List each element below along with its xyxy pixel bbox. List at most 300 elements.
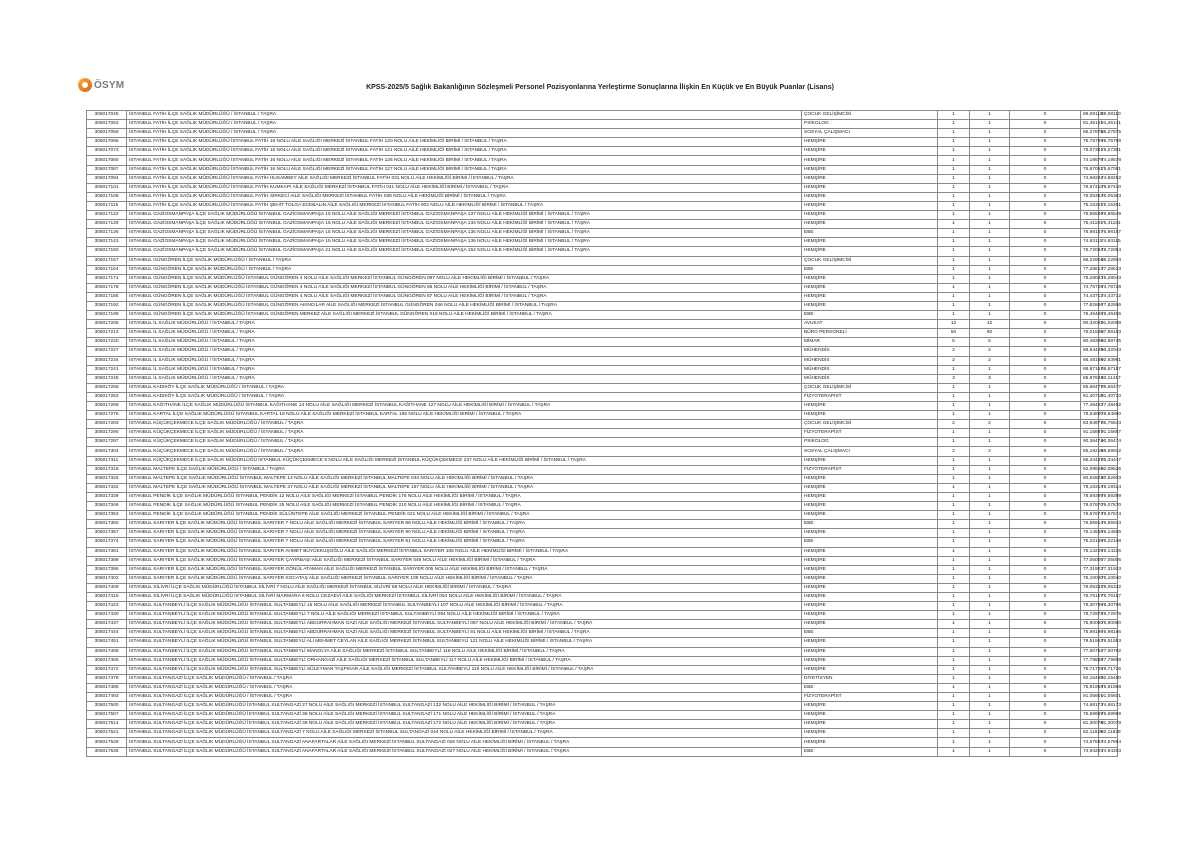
min-score-cell: 77,82886 [1081,301,1099,310]
min-score-cell: 75,67051 [1081,165,1099,174]
placed-cell: 1 [970,129,1010,138]
max-score-cell: 81,30078 [1099,720,1118,729]
title-cell: HEMŞİRE [802,402,938,411]
institution-cell: İSTANBUL SULTANGAZİ İLÇE SAĞLIK MÜDÜRLÜĞÜ İSTANBUL SULTANGAZİ 7 NOLU AİLE SAĞLIĞI MERKEZİ İSTANBUL SULTANGAZİ 044 NOLU AİLE HEKİMLİĞİ BİRİMİ / İSTANBUL / TAŞRA [127,729,802,738]
min-score-cell: 75,07381 [1081,147,1099,156]
placed-cell: 1 [970,238,1010,247]
quota-cell: 1 [938,411,970,420]
table-row [87,638,1118,647]
placed-cell: 1 [970,311,1010,320]
title-cell: HEMŞİRE [802,238,938,247]
vacant-cell: 0 [1010,693,1081,702]
vacant-cell: 0 [1010,720,1081,729]
institution-cell: İSTANBUL SARIYER İLÇE SAĞLIK MÜDÜRLÜĞÜ İSTANBUL SARIYER AHMET BÜYÜKKUŞOĞLU AİLE SAĞLIĞI MERKEZİ İSTANBUL SARIYER 105 NOLU AİLE HEKİMLİĞİ BİRİMİ / İSTANBUL / TAŞRA [127,547,802,556]
max-score-cell: 77,00792 [1099,647,1118,656]
vacant-cell: 0 [1010,301,1081,310]
position-code-cell: 305017311 [87,456,127,465]
max-score-cell: 76,22168 [1099,538,1118,547]
institution-cell: İSTANBUL SULTANGAZİ İLÇE SAĞLIK MÜDÜRLÜĞÜ İSTANBUL SULTANGAZİ 27 NOLU AİLE SAĞLIĞI MERKEZİ İSTANBUL SULTANGAZİ 132 NOLU AİLE HEKİMLİĞİ BİRİMİ / İSTANBUL / TAŞRA [127,702,802,711]
table-row [87,274,1118,283]
position-code-cell: 305017535 [87,747,127,756]
position-code-cell: 305017507 [87,711,127,720]
placed-cell: 1 [970,574,1010,583]
table-row [87,674,1118,683]
institution-cell: İSTANBUL KÜÇÜKÇEKMECE İLÇE SAĞLIK MÜDÜRLÜĞÜ İSTANBUL KÜÇÜKÇEKMECE 9 NOLU AİLE SAĞLIĞI MERKEZİ İSTANBUL KÜÇÜKÇEKMECE 237 NOLU AİLE HEKİMLİĞİ BİRİMİ / İSTANBUL / TAŞRA [127,456,802,465]
placed-cell: 1 [970,674,1010,683]
max-score-cell: 78,05332 [1099,583,1118,592]
min-score-cell: 78,05332 [1081,583,1099,592]
max-score-cell: 75,90050 [1099,620,1118,629]
vacant-cell: 0 [1010,511,1081,520]
institution-cell: İSTANBUL MALTEPE İLÇE SAĞLIK MÜDÜRLÜĞÜ / İSTANBUL / TAŞRA [127,465,802,474]
vacant-cell: 0 [1010,656,1081,665]
title-cell: FİZYOTERAPİST [802,465,938,474]
position-code-cell: 305017101 [87,183,127,192]
title-cell: AVUKAT [802,320,938,329]
vacant-cell: 0 [1010,402,1081,411]
placed-cell: 1 [970,201,1010,210]
title-cell: HEMŞİRE [802,283,938,292]
placed-cell: 1 [970,483,1010,492]
title-cell: FİZYOTERAPİST [802,429,938,438]
position-code-cell: 305017437 [87,620,127,629]
min-score-cell: 90,36474 [1081,438,1099,447]
quota-cell: 1 [938,474,970,483]
results-table [86,110,1122,757]
min-score-cell: 75,10040 [1081,574,1099,583]
title-cell: HEMŞİRE [802,183,938,192]
title-cell: ÇOCUK GELİŞİMCİSİ [802,383,938,392]
title-cell: HEMŞİRE [802,720,938,729]
vacant-cell: 0 [1010,592,1081,601]
quota-cell: 1 [938,620,970,629]
table-row [87,611,1118,620]
institution-cell: İSTANBUL GAZİOSMANPAŞA İLÇE SAĞLIK MÜDÜRLÜĞÜ İSTANBUL GAZİOSMANPAŞA 15 NOLU AİLE SAĞLIĞI MERKEZİ İSTANBUL GAZİOSMANPAŞA 137 NOLU AİLE HEKİMLİĞİ BİRİMİ / İSTANBUL / TAŞRA [127,211,802,220]
institution-cell: İSTANBUL SİLİVRİ İLÇE SAĞLIK MÜDÜRLÜĞÜ İSTANBUL SİLİVRİ MARMARA 6 NOLU CEZAEVİ AİLE SAĞLIĞI MERKEZİ İSTANBUL SİLİVRİ 064 NOLU AİLE HEKİMLİĞİ BİRİMİ / İSTANBUL / TAŞRA [127,592,802,601]
quota-cell: 1 [938,256,970,265]
institution-cell: İSTANBUL MALTEPE İLÇE SAĞLIK MÜDÜRLÜĞÜ İSTANBUL MALTEPE 37 NOLU AİLE SAĞLIĞI MERKEZİ İSTANBUL MALTEPE 157 NOLU AİLE HEKİMLİĞİ BİRİMİ / İSTANBUL / TAŞRA [127,483,802,492]
max-score-cell: 75,98196 [1099,629,1118,638]
position-code-cell: 305017066 [87,138,127,147]
position-code-cell: 305017206 [87,320,127,329]
institution-cell: İSTANBUL İL SAĞLIK MÜDÜRLÜĞÜ / İSTANBUL / TAŞRA [127,320,802,329]
position-code-cell: 305017283 [87,420,127,429]
max-score-cell: 75,69989 [1099,711,1118,720]
quota-cell: 1 [938,438,970,447]
quota-cell: 1 [938,129,970,138]
min-score-cell: 74,57694 [1081,738,1099,747]
position-code-cell: 305017388 [87,556,127,565]
placed-cell: 1 [970,592,1010,601]
min-score-cell: 78,69399 [1081,492,1099,501]
vacant-cell: 0 [1010,520,1081,529]
min-score-cell: 78,19314 [1081,483,1099,492]
title-cell: HEMŞİRE [802,456,938,465]
max-score-cell: 92,15450 [1099,674,1118,683]
institution-cell: İSTANBUL SULTANGAZİ İLÇE SAĞLIK MÜDÜRLÜĞÜ / İSTANBUL / TAŞRA [127,674,802,683]
max-score-cell: 80,52603 [1099,474,1118,483]
position-code-cell: 305017318 [87,465,127,474]
title-cell: HEMŞİRE [802,147,938,156]
placed-cell: 1 [970,502,1010,511]
logo-text: ÖSYM [94,79,125,91]
institution-cell: İSTANBUL FATİH İLÇE SAĞLIK MÜDÜRLÜĞÜ İSTANBUL FATİH 16 NOLU AİLE SAĞLIĞI MERKEZİ İSTANBUL FATİH 126 NOLU AİLE HEKİMLİĞİ BİRİMİ / İSTANBUL / TAŞRA [127,156,802,165]
placed-cell: 1 [970,638,1010,647]
max-score-cell: 74,76728 [1099,283,1118,292]
position-code-cell: 305017276 [87,411,127,420]
quota-cell: 1 [938,693,970,702]
quota-cell: 1 [938,611,970,620]
max-score-cell: 85,34447 [1099,456,1118,465]
vacant-cell: 0 [1010,411,1081,420]
min-score-cell: 85,19216 [1081,447,1099,456]
vacant-cell: 0 [1010,292,1081,301]
min-score-cell: 74,68173 [1081,702,1099,711]
max-score-cell: 92,11417 [1099,374,1118,383]
title-cell: HEMŞİRE [802,665,938,674]
quota-cell: 1 [938,502,970,511]
table-row [87,301,1118,310]
quota-cell: 1 [938,656,970,665]
quota-cell: 1 [938,711,970,720]
vacant-cell: 0 [1010,447,1081,456]
title-cell: HEMŞİRE [802,492,938,501]
quota-cell: 1 [938,201,970,210]
institution-cell: İSTANBUL KARTAL İLÇE SAĞLIK MÜDÜRLÜĞÜ İSTANBUL KARTAL 18 NOLU AİLE SAĞLIĞI MERKEZİ İSTANBUL KARTAL 165 NOLU AİLE HEKİMLİĞİ BİRİMİ / İSTANBUL / TAŞRA [127,411,802,420]
quota-cell: 1 [938,702,970,711]
placed-cell: 1 [970,729,1010,738]
institution-cell: İSTANBUL KADIKÖY İLÇE SAĞLIK MÜDÜRLÜĞÜ / İSTANBUL / TAŞRA [127,392,802,401]
table-row [87,565,1118,574]
placed-cell: 1 [970,192,1010,201]
min-score-cell: 81,30078 [1081,720,1099,729]
max-score-cell: 77,79888 [1099,656,1118,665]
vacant-cell: 0 [1010,456,1081,465]
title-cell: EBE [802,629,938,638]
max-score-cell: 75,81958 [1099,683,1118,692]
vacant-cell: 0 [1010,429,1081,438]
vacant-cell: 0 [1010,383,1081,392]
quota-cell: 1 [938,183,970,192]
table-row [87,702,1118,711]
position-code-cell: 305017367 [87,529,127,538]
position-code-cell: 305017346 [87,502,127,511]
min-score-cell: 85,34447 [1081,456,1099,465]
title-cell: HEMŞİRE [802,565,938,574]
vacant-cell: 0 [1010,247,1081,256]
table-row [87,538,1118,547]
institution-cell: İSTANBUL GÜNGÖREN İLÇE SAĞLIK MÜDÜRLÜĞÜ İSTANBUL GÜNGÖREN 4 NOLU AİLE SAĞLIĞI MERKEZİ İSTANBUL GÜNGÖREN 87 NOLU AİLE HEKİMLİĞİ BİRİMİ / İSTANBUL / TAŞRA [127,292,802,301]
position-code-cell: 305017451 [87,638,127,647]
institution-cell: İSTANBUL FATİH İLÇE SAĞLIK MÜDÜRLÜĞÜ İSTANBUL FATİH KUMKAPI AİLE SAĞLIĞI MERKEZİ İSTANBUL FATİH 041 NOLU AİLE HEKİMLİĞİ BİRİMİ / İSTANBUL / TAŞRA [127,183,802,192]
max-score-cell: 74,68173 [1099,702,1118,711]
max-score-cell: 91,45141 [1099,120,1118,129]
position-code-cell: 305017395 [87,565,127,574]
title-cell: EBE [802,538,938,547]
vacant-cell: 0 [1010,211,1081,220]
max-score-cell: 74,94203 [1099,747,1118,756]
position-code-cell: 305017199 [87,311,127,320]
table-row [87,447,1118,456]
placed-cell: 1 [970,747,1010,756]
quota-cell: 1 [938,583,970,592]
position-code-cell: 305017514 [87,720,127,729]
placed-cell: 1 [970,474,1010,483]
max-score-cell: 74,43712 [1099,292,1118,301]
placed-cell: 1 [970,365,1010,374]
position-code-cell: 305017353 [87,511,127,520]
table-row [87,347,1118,356]
table-row [87,620,1118,629]
min-score-cell: 76,05363 [1081,192,1099,201]
placed-cell: 1 [970,111,1010,120]
title-cell: HEMŞİRE [802,647,938,656]
min-score-cell: 76,01520 [1081,329,1099,338]
quota-cell: 1 [938,565,970,574]
quota-cell: 5 [938,338,970,347]
min-score-cell: 79,07670 [1081,502,1099,511]
placed-cell: 1 [970,711,1010,720]
max-score-cell: 76,14556 [1099,529,1118,538]
table-row [87,220,1118,229]
table-row [87,583,1118,592]
position-code-cell: 305017472 [87,665,127,674]
vacant-cell: 0 [1010,420,1081,429]
institution-cell: İSTANBUL FATİH İLÇE SAĞLIK MÜDÜRLÜĞÜ / İSTANBUL / TAŞRA [127,111,802,120]
title-cell: HEMŞİRE [802,220,938,229]
max-score-cell: 75,15351 [1099,201,1118,210]
title-cell: FİZYOTERAPİST [802,392,938,401]
table-row [87,720,1118,729]
max-score-cell: 86,22804 [1099,256,1118,265]
max-score-cell: 91,40710 [1099,392,1118,401]
vacant-cell: 0 [1010,538,1081,547]
min-score-cell: 85,87633 [1081,374,1099,383]
table-row [87,511,1118,520]
table-row [87,229,1118,238]
table-row [87,483,1118,492]
title-cell: HEMŞİRE [802,592,938,601]
vacant-cell: 0 [1010,138,1081,147]
placed-cell: 1 [970,492,1010,501]
position-code-cell: 305017248 [87,374,127,383]
placed-cell: 5 [970,338,1010,347]
vacant-cell: 0 [1010,347,1081,356]
page-title: KPSS-2025/5 Sağlık Bakanlığının Sözleşmeli Personel Pozisyonlarına Yerleştirme Sonuçlarına İlişkin En Küçük ve En Büyük Puanlar (Lisans) [366,84,834,91]
vacant-cell: 0 [1010,729,1081,738]
min-score-cell: 77,05006 [1081,556,1099,565]
title-cell: HEMŞİRE [802,729,938,738]
position-code-cell: 305017423 [87,602,127,611]
min-score-cell: 75,69989 [1081,711,1099,720]
max-score-cell: 92,09526 [1099,465,1118,474]
institution-cell: İSTANBUL SULTANBEYLİ İLÇE SAĞLIK MÜDÜRLÜĞÜ İSTANBUL SULTANBEYLİ ALİ MEHMET CEYLAN AİLE SAĞLIĞI MERKEZİ İSTANBUL SULTANBEYLİ 121 NOLU AİLE HEKİMLİĞİ BİRİMİ / İSTANBUL / TAŞRA [127,638,802,647]
max-score-cell: 77,31923 [1099,565,1118,574]
title-cell: ÇOCUK GELİŞİMCİSİ [802,111,938,120]
position-code-cell: 305017192 [87,301,127,310]
vacant-cell: 0 [1010,583,1081,592]
quota-cell: 1 [938,538,970,547]
table-row [87,738,1118,747]
vacant-cell: 0 [1010,392,1081,401]
placed-cell: 1 [970,583,1010,592]
institution-cell: İSTANBUL İL SAĞLIK MÜDÜRLÜĞÜ / İSTANBUL / TAŞRA [127,338,802,347]
title-cell: EBE [802,311,938,320]
min-score-cell: 75,28043 [1081,274,1099,283]
table-row [87,520,1118,529]
quota-cell: 1 [938,592,970,601]
title-cell: HEMŞİRE [802,301,938,310]
max-score-cell: 75,28043 [1099,274,1118,283]
table-row [87,592,1118,601]
title-cell: ÇOCUK GELİŞİMCİSİ [802,256,938,265]
placed-cell: 1 [970,547,1010,556]
placed-cell: 2 [970,347,1010,356]
institution-cell: İSTANBUL GÜNGÖREN İLÇE SAĞLIK MÜDÜRLÜĞÜ İSTANBUL GÜNGÖREN 4 NOLU AİLE SAĞLIĞI MERKEZİ İSTANBUL GÜNGÖREN 86 NOLU AİLE HEKİMLİĞİ BİRİMİ / İSTANBUL / TAŞRA [127,283,802,292]
title-cell: EBE [802,229,938,238]
max-score-cell: 78,69399 [1099,492,1118,501]
table-row [87,465,1118,474]
vacant-cell: 0 [1010,747,1081,756]
max-score-cell: 77,48492 [1099,402,1118,411]
min-score-cell: 83,94877 [1081,420,1099,429]
title-cell: HEMŞİRE [802,138,938,147]
position-code-cell: 305017164 [87,265,127,274]
max-score-cell: 78,54890 [1099,411,1118,420]
vacant-cell: 0 [1010,602,1081,611]
quota-cell: 1 [938,529,970,538]
placed-cell: 1 [970,565,1010,574]
title-cell: MÜHENDİS [802,374,938,383]
institution-cell: İSTANBUL GÜNGÖREN İLÇE SAĞLIK MÜDÜRLÜĞÜ / İSTANBUL / TAŞRA [127,265,802,274]
institution-cell: İSTANBUL SARIYER İLÇE SAĞLIK MÜDÜRLÜĞÜ İSTANBUL SARIYER GÖNÜL ATAMAN AİLE SAĞLIĞI MERKEZİ İSTANBUL SARIYER 005 NOLU AİLE HEKİMLİĞİ BİRİMİ / İSTANBUL / TAŞRA [127,565,802,574]
table-row [87,420,1118,429]
max-score-cell: 76,71726 [1099,665,1118,674]
position-code-cell: 305017150 [87,247,127,256]
position-code-cell: 305017122 [87,211,127,220]
institution-cell: İSTANBUL KÜÇÜKÇEKMECE İLÇE SAĞLIK MÜDÜRLÜĞÜ / İSTANBUL / TAŞRA [127,429,802,438]
position-code-cell: 305017325 [87,474,127,483]
title-cell: HEMŞİRE [802,547,938,556]
quota-cell: 50 [938,329,970,338]
quota-cell: 2 [938,447,970,456]
title-cell: HEMŞİRE [802,511,938,520]
quota-cell: 1 [938,574,970,583]
title-cell: HEMŞİRE [802,274,938,283]
quota-cell: 1 [938,456,970,465]
quota-cell: 1 [938,483,970,492]
max-score-cell: 85,59912 [1099,447,1118,456]
table-row [87,147,1118,156]
placed-cell: 1 [970,438,1010,447]
title-cell: HEMŞİRE [802,292,938,301]
max-score-cell: 90,32043 [1099,347,1118,356]
title-cell: HEMŞİRE [802,156,938,165]
vacant-cell: 0 [1010,192,1081,201]
institution-cell: İSTANBUL SULTANGAZİ İLÇE SAĞLIK MÜDÜRLÜĞÜ / İSTANBUL / TAŞRA [127,693,802,702]
institution-cell: İSTANBUL GÜNGÖREN İLÇE SAĞLIK MÜDÜRLÜĞÜ İSTANBUL GÜNGÖREN AKINCILAR AİLE SAĞLIĞI MERKEZİ İSTANBUL GÜNGÖREN 046 NOLU AİLE HEKİMLİĞİ BİRİMİ / İSTANBUL / TAŞRA [127,301,802,310]
min-score-cell: 75,98196 [1081,629,1099,638]
institution-cell: İSTANBUL KÜÇÜKÇEKMECE İLÇE SAĞLIK MÜDÜRLÜĞÜ / İSTANBUL / TAŞRA [127,438,802,447]
institution-cell: İSTANBUL FATİH İLÇE SAĞLIK MÜDÜRLÜĞÜ İSTANBUL FATİH 16 NOLU AİLE SAĞLIĞI MERKEZİ İSTANBUL FATİH 121 NOLU AİLE HEKİMLİĞİ BİRİMİ / İSTANBUL / TAŞRA [127,147,802,156]
quota-cell: 1 [938,738,970,747]
title-cell: HEMŞİRE [802,529,938,538]
title-cell: HEMŞİRE [802,638,938,647]
table-row [87,647,1118,656]
position-code-cell: 305017416 [87,592,127,601]
vacant-cell: 0 [1010,565,1081,574]
vacant-cell: 0 [1010,338,1081,347]
placed-cell: 1 [970,429,1010,438]
quota-cell: 1 [938,547,970,556]
max-score-cell: 85,27875 [1099,129,1118,138]
quota-cell: 1 [938,211,970,220]
institution-cell: İSTANBUL FATİH İLÇE SAĞLIK MÜDÜRLÜĞÜ İSTANBUL FATİH ŞEHİT TOLGA ECEBALIN AİLE SAĞLIĞI MERKEZİ İSTANBUL FATİH 002 NOLU AİLE HEKİMLİĞİ BİRİMİ / İSTANBUL / TAŞRA [127,201,802,210]
max-score-cell: 76,05363 [1099,192,1118,201]
position-code-cell: 305017234 [87,356,127,365]
vacant-cell: 0 [1010,229,1081,238]
institution-cell: İSTANBUL FATİH İLÇE SAĞLIK MÜDÜRLÜĞÜ İSTANBUL FATİH 16 NOLU AİLE SAĞLIĞI MERKEZİ İSTANBUL FATİH 127 NOLU AİLE HEKİMLİĞİ BİRİMİ / İSTANBUL / TAŞRA [127,165,802,174]
table-row [87,374,1118,383]
title-cell: HEMŞİRE [802,247,938,256]
position-code-cell: 305017157 [87,256,127,265]
vacant-cell: 0 [1010,201,1081,210]
min-score-cell: 90,48308 [1081,338,1099,347]
quota-cell: 1 [938,392,970,401]
placed-cell: 1 [970,702,1010,711]
max-score-cell: 79,51953 [1099,638,1118,647]
title-cell: MÜHENDİS [802,347,938,356]
position-code-cell: 305017360 [87,520,127,529]
placed-cell: 1 [970,411,1010,420]
institution-cell: İSTANBUL SULTANBEYLİ İLÇE SAĞLIK MÜDÜRLÜĞÜ İSTANBUL SULTANBEYLİ MANOLYA AİLE SAĞLIĞI MERKEZİ İSTANBUL SULTANBEYLİ 118 NOLU AİLE HEKİMLİĞİ BİRİMİ / İSTANBUL / TAŞRA [127,647,802,656]
quota-cell: 1 [938,747,970,756]
title-cell: PSİKOLOG [802,120,938,129]
table-row [87,502,1118,511]
quota-cell: 1 [938,229,970,238]
table-row [87,456,1118,465]
table-row [87,747,1118,756]
min-score-cell: 80,52603 [1081,474,1099,483]
max-score-cell: 74,93115 [1099,238,1118,247]
table-row [87,329,1118,338]
vacant-cell: 0 [1010,702,1081,711]
vacant-cell: 0 [1010,374,1081,383]
table-row [87,392,1118,401]
institution-cell: İSTANBUL SULTANBEYLİ İLÇE SAĞLIK MÜDÜRLÜĞÜ İSTANBUL SULTANBEYLİ 7 NOLU AİLE SAĞLIĞI MERKEZİ İSTANBUL SULTANBEYLİ 094 NOLU AİLE HEKİMLİĞİ BİRİMİ / İSTANBUL / TAŞRA [127,611,802,620]
institution-cell: İSTANBUL KÜÇÜKÇEKMECE İLÇE SAĞLIK MÜDÜRLÜĞÜ / İSTANBUL / TAŞRA [127,447,802,456]
table-row [87,683,1118,692]
quota-cell: 1 [938,629,970,638]
min-score-cell: 89,08110 [1081,111,1099,120]
title-cell: FİZYOTERAPİST [802,693,938,702]
table-row [87,238,1118,247]
quota-cell: 1 [938,111,970,120]
placed-cell: 1 [970,529,1010,538]
table-row [87,602,1118,611]
position-code-cell: 305017381 [87,547,127,556]
max-score-cell: 74,19578 [1099,156,1118,165]
table-row [87,356,1118,365]
max-score-cell: 88,87157 [1099,365,1118,374]
vacant-cell: 0 [1010,265,1081,274]
position-code-cell: 305017129 [87,220,127,229]
position-code-cell: 305017521 [87,729,127,738]
min-score-cell: 78,72976 [1081,611,1099,620]
max-score-cell: 91,02008 [1099,320,1118,329]
position-code-cell: 305017227 [87,347,127,356]
title-cell: HEMŞİRE [802,611,938,620]
